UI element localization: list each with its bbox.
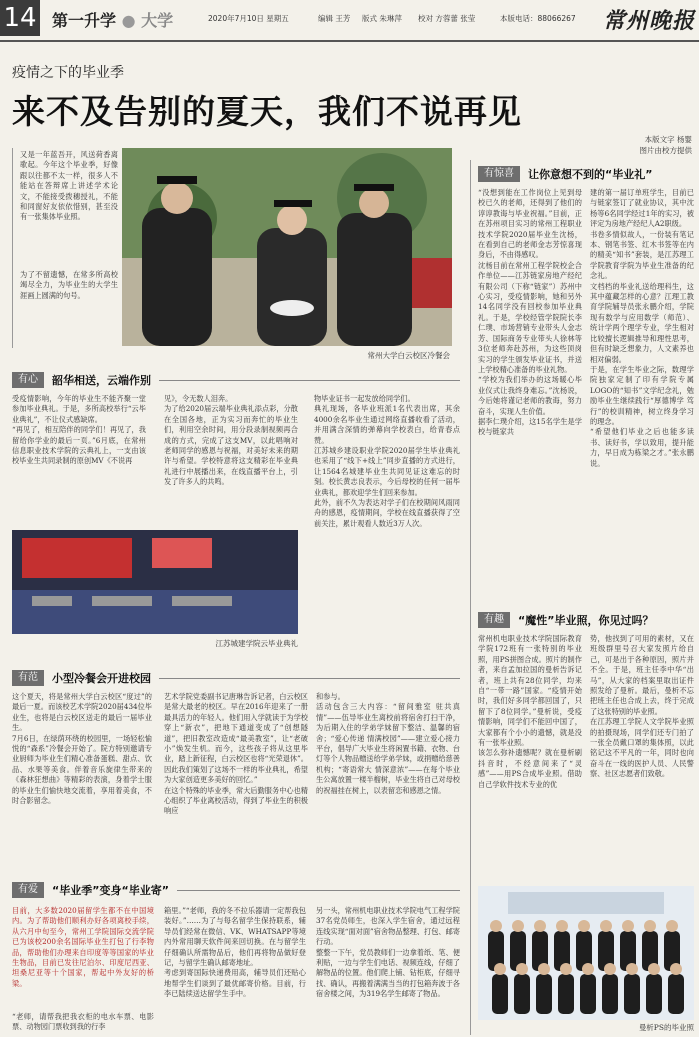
intro-rule [12, 148, 13, 348]
graduates-illustration [122, 148, 452, 346]
r2-col1: 常州机电职业技术学院国际教育学院172班有一张特别的毕业照，用PS拼图合成。照片的制作者，来自孟加拉国的曼析告诉记者，班上共有28位同学，均来自“一带一路”国家。“疫情开始时，我们好多同学都回国了，只留下了8位同学。”曼析说，受疫情影响，同学们不能回中国了，大家都有个小小的遗憾，就是没有一张毕业照。 该怎么弥补遗憾呢？就在曼析刷抖音时，不经意间来了“灵感”——用PS合成毕业照。借助自己学软件技术专业的优 [478, 634, 582, 789]
section-youjingxi-header [478, 166, 694, 182]
r1-col1: “没想到能在工作岗位上见到母校已久的老师，还得到了他们的谆谆教诲与毕业祝福。”目前，正在苏州项目实习的常州工程职业技术学院2020届毕业生沈杨，在看到自己的老师金志芳惊喜现身后，不由得感叹。 沈杨目前在常州工程学院校企合作单位——江苏链家房地产经纪有限公司（下称“链家”）苏州中心实习，受疫情影响，她和另外14名同学没有回校参加毕业典礼。于是，学校经管学院院长李仁璞、市场营销专业带头人金志芳、国际商务专业带头人徐林等3位老师奔赴苏州，为这些顶岗实习的学生颁发毕业证书，并送上学校精心准备的毕业礼物。 “学校为我们举办的这场暖心毕业仪式让我终身难忘。”沈杨说，今后她将谨记老师的教诲，努力奋斗，实现人生价值。 据李仁璞介绍，这15名学生是学校与链家共 [478, 188, 582, 437]
column-rule [470, 160, 471, 1035]
section-tag: 有心 [12, 372, 44, 388]
s3-col3: 另一头，常州机电职业技术学院电气工程学院37名党员师生，也深入学生宿舍，通过远程连线实现“面对面”宿舍物品整理、打包、邮寄行动。 整整一下午，党员教师们一边拿着纸、笔、便利贴，一边与学生们电话、视频连线，仔细了解物品的位置。他们爬上铺、钻柜底，仔细寻找、确认，再搬着满满当当的打包箱奔波于各宿舍楼之间，为319名学生邮寄了物品。 [316, 906, 460, 999]
s2-col2: 艺术学院党委副书记唐琳告诉记者，白云校区是常大最老的校区。早在2016年迎来了一册最具活力的年轻人。他们用入学就读于为学校穿上“新衣”，把地下通道变成了“创想隧道”，把旧教室改造成“最美教室”，让“老破小”焕发生机。而今，这些孩子将从这里毕业，踏上新征程，白云校区也将“光荣退休”。因此我们策划了这场不一样的毕业典礼，希望为大家创造更多美好的回忆。” 在这个特殊的毕业季，常大后勤服务中心也精心组织了毕业离校活动，得到了毕业生的积极响应 [164, 692, 308, 816]
byline [580, 134, 692, 156]
section-title: 让你意想不到的“毕业礼” [528, 168, 653, 181]
page-header [0, 0, 699, 42]
s3-col2: 箱里。”“老师，我的冬不拉乐器请一定帮我包装好。”……为了与每名留学生保持联系，辅导员们经常在微信、VK、WHATSAPP等境内外常用聊天软件间来回切换。在与留学生仔细确认所需物品后，他们再将物品做好登记，与留学生确认邮寄地址。 考虑到寄国际快递费用高，辅导员们还贴心地帮学生们谈到了最优邮寄价格。目前，行李已陆续送达留学生手中。 [164, 906, 306, 999]
byline-text: 本版文字 杨婴 [644, 135, 692, 144]
hotline: 本版电话：88066267 [500, 14, 576, 23]
kicker: 疫情之下的毕业季 [12, 65, 124, 81]
section-youqu-header [478, 612, 694, 628]
section-youai-header [12, 882, 460, 898]
section-rule [159, 380, 460, 381]
headline: 来不及告别的夏天，我们不说再见 [12, 92, 522, 131]
date: 2020年7月10日 星期五 [208, 14, 289, 23]
photo-credit: 图片由校方提供 [639, 146, 692, 155]
section-title: “魔性”毕业照，你见过吗？ [518, 614, 654, 627]
section-tag: 有范 [12, 670, 44, 686]
s2-col1: 这个夏天，将是常州大学白云校区“度过”的最后一夏。而该校艺术学院2020届434位毕业生，也将是白云校区送走的最后一届毕业生。 7月6日，在绿荫环绕的校园里，一场轻松愉悦的“森系”冷餐会开始了。院方特别邀请专业厨师为毕业生们精心准备蛋糕、甜点、饮品、水果等美食。伴着音乐旋律生带来的《森林狂想曲》等精彩的表演，身着学士服的毕业生们愉快地交流着，享用着美食，不时合影留念。 [12, 692, 152, 806]
intro-text: 又是一年蓝吾开，风送荷香离歌起。今年这个毕业季，好像跟以往都不太一样，很多人不能站在答辩席上讲述学术论文，不能接受拨穗授礼，不能和同窗好友依依惜别，甚至没有一张集体毕业照。 [20, 150, 118, 222]
section-tag: 有爱 [12, 882, 44, 898]
section-title: 韶华相送，云端作别 [52, 374, 151, 387]
section-tag: 有惊喜 [478, 166, 520, 182]
section-rule [177, 890, 460, 891]
editor: 编辑 王芳 [318, 14, 351, 23]
ps-group-photo [478, 886, 694, 1020]
photo2-caption: 江苏城建学院云毕业典礼 [215, 639, 298, 648]
photo3-caption: 曼析PS的毕业照 [638, 1023, 694, 1032]
s1-col2: 见》，令无数人泪奔。 为了给2020届云端毕业典礼添点彩，分散在全国各地，正为实习而奔忙的毕业生们，利用空余时间，用分段录制视频再合成的方式，完成了这支MV，以此唱响对老师同学的感恩与祝福，对美好未来的期许与希望。学校特意将这支精彩在毕业典礼进行中展播出来，在线直播平台上，引发了许多人的共鸣。 [164, 394, 298, 487]
section-rule [159, 678, 460, 679]
bullet: ● [116, 11, 142, 30]
s1-col3: 物毕业证书一起发放给同学们。 典礼现场，各毕业班派1名代表出席，其余4000余名毕业生通过网络直播收看了活动，并用满含深情的弹幕向学校表白，给青春点赞。 江苏城乡建设职业学院2020届学生毕业典礼也采用了“线下+线上”同步直播的方式进行，让1564名城建毕业生共同见证这难忘的时刻。校长黄志良表示，今后母校的任何一届毕业典礼，都欢迎学生们回来参加。 此外，前不久为表达对学子们在校期间风雨同舟的感恩，疫情期间，学校在线直播获得了空前关注，累计观看人数近3万人次。 [314, 394, 460, 528]
graduation-photo [122, 148, 452, 346]
proofreader: 校对 方蓉蕾 张莹 [418, 14, 476, 23]
s2-col3: 和参与。 活动包含三大内容：“留间雅室 驻共真情”——伍导毕业生离校前将宿舍打扫干净，为后期入住的学弟学妹留下整洁、温馨的宿舍；“爱心传递 情满校园”——建立爱心接力平台，倡导广大毕业生将闲置书籍、衣物、台灯等个人物品赠送给学弟学妹，或捐赠给慈善机构；“寄语常大 情深意浓”——在每个毕业生公寓放置一楼半榴树，毕业生将自己对母校的祝福挂在树上，以表留恋和感恩之情。 [316, 692, 460, 795]
designer: 版式 朱琳萍 [362, 14, 402, 23]
s3-col1: “老师，请帮我把我衣柜的电水车票、电影票、动物园门票收到我的行李 [12, 1012, 154, 1032]
intro-text-2: 为了不留遗憾，在常多所高校竭尽全力，为毕业生的大学生涯画上圆满的句号。 [20, 270, 118, 300]
r1-col2: 建的第一届订单班学生，目前已与链家签订了就业协议，其中沈杨等6名同学经过1年的实习，被评定为房地产经纪人A2职级。 书卷多情似故人，一份装有笔记本、钢笔书签、红木书签等在内的精美“知书”套装，是江苏理工学院教育学院为毕业生准备的纪念礼。 文档档的毕业礼送给理科生，这其中蕴藏怎样的心意？江理工教育学院辅导员张永鹏介绍，学院现有数学与应用数学（师范）、统计学两个理学专业，学生相对比较擅长逻辑推导和理性思考，但有时缺乏想象力，人文素养也相对偏弱。 于是，在学生毕业之际，数理学院独家定制了印有学院专属LOGO的“知书”文学纪念礼，勉励毕业生继续践行“厚德博学 笃行”的校训精神，树立终身学习的理念。 “希望他们毕业之后也能多读书、读好书，学以致用，提升能力，早日成为栋梁之才。”张永鹏说。 [590, 188, 694, 468]
group-photo-illustration [478, 886, 694, 1020]
online-ceremony-photo [12, 530, 298, 634]
s1-col1: 受疫情影响，今年的毕业生不能齐聚一堂参加毕业典礼。于是，多所高校举行“云毕业典礼”，不让仪式感缺席。 “再见了，相互陪伴的同学们！再见了，我留给你学业的最后一页。”6月底，在常州信息职业技术学院的云典礼上，一支由该校毕业生共同录制的原创MV《不说再 [12, 394, 146, 466]
section-title: 小型冷餐会开进校园 [52, 672, 151, 685]
auditorium-illustration [12, 530, 298, 634]
section-youxin-header [12, 372, 460, 388]
photo1-caption: 常州大学白云校区冷餐会 [367, 351, 450, 360]
newspaper-logo: 常州晚报 [602, 8, 695, 34]
section-title: “毕业季”变身“毕业寄” [52, 884, 169, 897]
section-youfan-header [12, 670, 460, 686]
section-tag: 有趣 [478, 612, 510, 628]
page-name [52, 8, 173, 31]
page-number: 14 [0, 0, 40, 36]
s3-highlight: 目前，大多数2020届留学生都不在中国境内。为了帮助他们顺利办好各项离校手续，从六月中旬至今，常州工学院国际交流学院已为该校200余名国际毕业生打包了行李物品，帮助他们办理来自印度等等国家的毕业生物品，目前已发往尼泊尔、印度尼西亚、坦桑尼亚等十个国家，帮起中外友好的桥梁。 [12, 906, 154, 988]
section-name: 大学 [141, 11, 174, 30]
r2-col2: 势，他找到了可用的素材，又在班级群里号召大家发照片给自己，可是出于各种原因，照片并不全。于是，班主任李中华“出马”，从大家的档案里取出证件照发给了曼析。最后，曼析不忘把班主任也合成上去，终于完成了这张特别的毕业照。 在江苏理工学院人文学院毕业照的拍摄现场，同学们还专门拍了一张全员戴口罩的集体照，以此铭记这不平凡的一年，同时也向奋斗在一线的医护人员、人民警察、社区志愿者们致敬。 [590, 634, 694, 779]
page-name-text: 第一升学 [52, 11, 117, 30]
